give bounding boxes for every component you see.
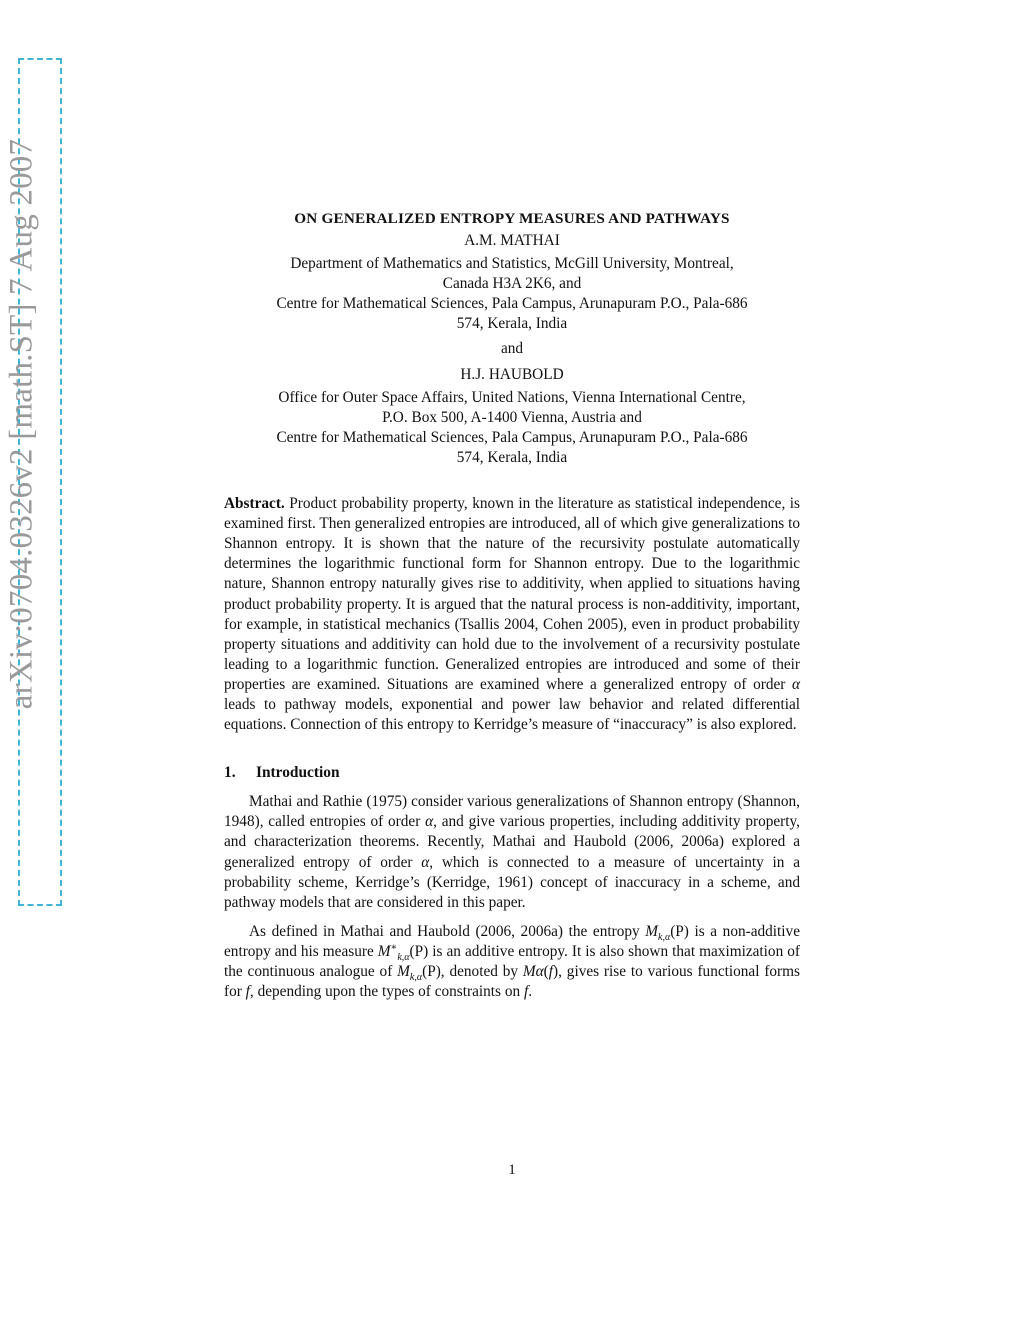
alpha-symbol: α bbox=[425, 813, 434, 831]
abstract-label: Abstract. bbox=[224, 495, 285, 513]
affiliation-line: Office for Outer Space Affairs, United Nations, Vienna International Centre, bbox=[278, 388, 746, 406]
author-2-affiliation bbox=[224, 388, 800, 468]
math-symbol: Mα bbox=[522, 963, 544, 980]
paragraph-text: , and give various properties, including additivity property, and characterization theorems. Recently, Mathai and Haubold (2006, 2006a) explored a generalized entropy of order bbox=[224, 813, 801, 871]
math-M-star-k-alpha-P bbox=[377, 941, 429, 963]
math-symbol: M bbox=[377, 942, 391, 960]
math-symbol: f bbox=[548, 963, 554, 980]
math-superscript: ∗ bbox=[390, 941, 398, 953]
affiliation-line: P.O. Box 500, A-1400 Vienna, Austria and bbox=[382, 408, 642, 426]
arxiv-stamp[interactable]: arXiv:0704.0326v2 [math.ST] 7 Aug 2007 bbox=[3, 138, 40, 710]
paper-title: ON GENERALIZED ENTROPY MEASURES AND PATHWAYS bbox=[294, 210, 730, 227]
paragraph-1 bbox=[224, 792, 800, 913]
paragraph-text: is a non-additive entropy and his measure bbox=[224, 922, 801, 960]
math-subscript: k,α bbox=[409, 972, 423, 984]
paragraph-text: , gives rise to various functional forms for bbox=[224, 963, 801, 1001]
section-heading bbox=[224, 763, 800, 783]
author-2-name: H.J. HAUBOLD bbox=[460, 365, 564, 383]
math-symbol: M bbox=[397, 963, 410, 980]
author-1-name: A.M. MATHAI bbox=[464, 232, 560, 249]
abstract-text: Product probability property, known in the literature as statistical independence, is examined first. Then generalized entropies are introduced, all of which give generalizations to Shannon entropy. It is shown that the nature of the recursivity postulate automatically determines the logarithmic functional form for Shannon entropy. Due to the logarithmic nature, Shannon entropy naturally gives rise to additivity, when applied to situations having product probability property. It is argued that the natural process is non-additivity, important, for example, in statistical mechanics (Tsallis 2004, Cohen 2005), even in product probability property situations and additivity can hold due to the involvement of a recursivity postulate leading to a logarithmic function. Generalized entropies are introduced and some of their properties are examined. Situations are examined where a generalized entropy of order bbox=[224, 495, 800, 693]
author-1-affiliation bbox=[224, 254, 800, 334]
math-symbol: (P) bbox=[422, 963, 441, 980]
paragraph-text: Mathai and Rathie (1975) consider various generalizations of Shannon entropy (Shannon, 1948), called entropies of order bbox=[224, 793, 800, 831]
math-M-alpha-f: Mα(f) bbox=[522, 963, 559, 980]
math-M-k-alpha-P bbox=[645, 922, 689, 943]
math-subscript: k,α bbox=[658, 931, 671, 943]
paragraph-text: As defined in Mathai and Haubold (2006, 2006a) the entropy bbox=[249, 922, 640, 940]
affiliation-line: 574, Kerala, India bbox=[456, 448, 568, 466]
math-symbol: M bbox=[645, 922, 658, 940]
paragraph-text: , depending upon the types of constraints on bbox=[249, 983, 521, 1001]
section-number: 1. bbox=[224, 764, 236, 782]
affiliation-line: Department of Mathematics and Statistics, McGill University, Montreal, bbox=[290, 255, 734, 273]
page-number: 1 bbox=[508, 1162, 516, 1178]
abstract bbox=[224, 494, 800, 735]
alpha-symbol: α bbox=[421, 853, 430, 871]
math-symbol: f bbox=[245, 983, 250, 1001]
alpha-symbol: α bbox=[791, 675, 800, 693]
paragraph-text: . bbox=[528, 983, 533, 1001]
section-title: Introduction bbox=[256, 764, 340, 782]
affiliation-line: Centre for Mathematical Sciences, Pala Campus, Arunapuram P.O., Pala-686 bbox=[276, 428, 748, 446]
math-symbol: f bbox=[523, 983, 529, 1001]
paragraph-text: , denoted by bbox=[440, 963, 519, 980]
math-symbol: (P) bbox=[409, 942, 429, 960]
and-separator: and bbox=[500, 340, 524, 358]
paragraph-text: , which is connected to a measure of uncertainty in a probability scheme, Kerridge’s (Kerridge, 1961) concept of inaccuracy in a scheme, and pathway models that are considered in this paper. bbox=[224, 853, 800, 911]
paragraph-text: is an additive entropy. It is also shown that maximization of the continuous analogue of bbox=[224, 942, 801, 980]
paragraph-2 bbox=[224, 922, 800, 1002]
math-subscript: k,α bbox=[397, 951, 410, 963]
affiliation-line: Centre for Mathematical Sciences, Pala Campus, Arunapuram P.O., Pala-686 bbox=[276, 295, 748, 313]
math-symbol: (P) bbox=[670, 922, 689, 940]
paper-page bbox=[224, 208, 800, 1002]
math-M-k-alpha-P bbox=[397, 963, 441, 984]
affiliation-line: Canada H3A 2K6, and bbox=[442, 275, 582, 293]
abstract-text: leads to pathway models, exponential and power law behavior and related differential equations. Connection of this entropy to Kerridge’s measure of “inaccuracy” is also explored. bbox=[224, 695, 800, 734]
affiliation-line: 574, Kerala, India bbox=[456, 315, 568, 333]
